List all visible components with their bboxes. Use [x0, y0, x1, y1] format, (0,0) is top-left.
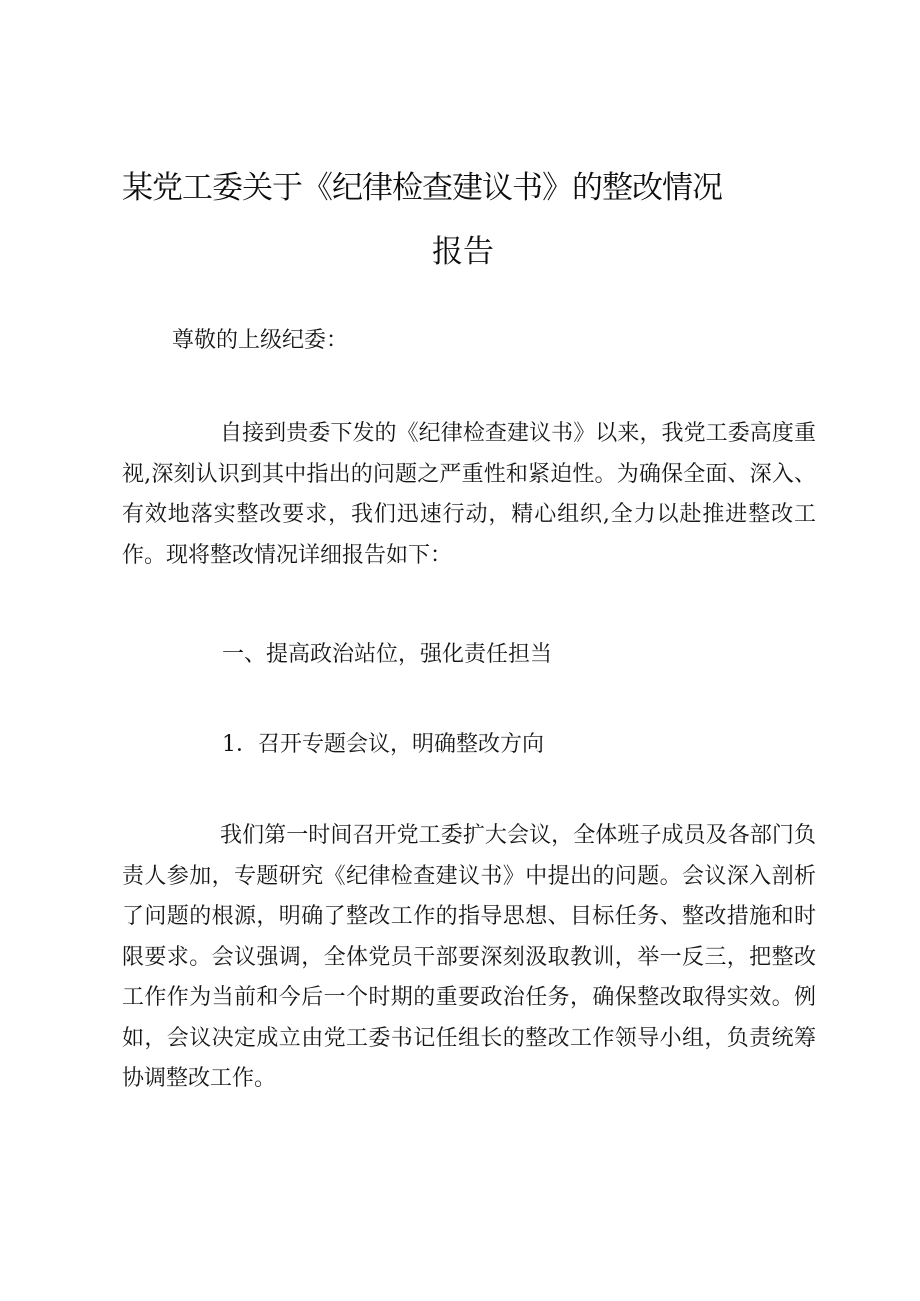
document-title-line1: 某党工委关于《纪律检查建议书》的整改情况 — [122, 170, 722, 206]
subsection-heading: 1．召开专题会议，明确整改方向 — [222, 732, 544, 757]
body-paragraph: 我们第一时间召开党工委扩大会议，全体班子成员及各部门负责人参加，专题研究《纪律检查建议书》中提出的问题。会议深入剖析了问题的根源，明确了整改工作的指导思想、目标任务、整改措施和时限要求。会议强调，全体党员干部要深刻汲取教训，举一反三，把整改工作作为当前和今后一个时期的重要政治任务，确保整改取得实效。例如，会议决定成立由党工委书记任组长的整改工作领导小组，负责统筹协调整改工作。 — [122, 823, 816, 1091]
document-title-line2: 报告 — [432, 234, 494, 270]
salutation: 尊敬的上级纪委： — [172, 328, 349, 353]
intro-paragraph: 自接到贵委下发的《纪律检查建议书》以来，我党工委高度重视,深刻认识到其中指出的问题之严重性和紧迫性。为确保全面、深入、有效地落实整改要求，我们迅速行动，精心组织,全力以赴推进整改工作。现将整改情况详细报告如下： — [122, 421, 816, 568]
section-heading: 一、提高政治站位，强化责任担当 — [222, 642, 553, 667]
